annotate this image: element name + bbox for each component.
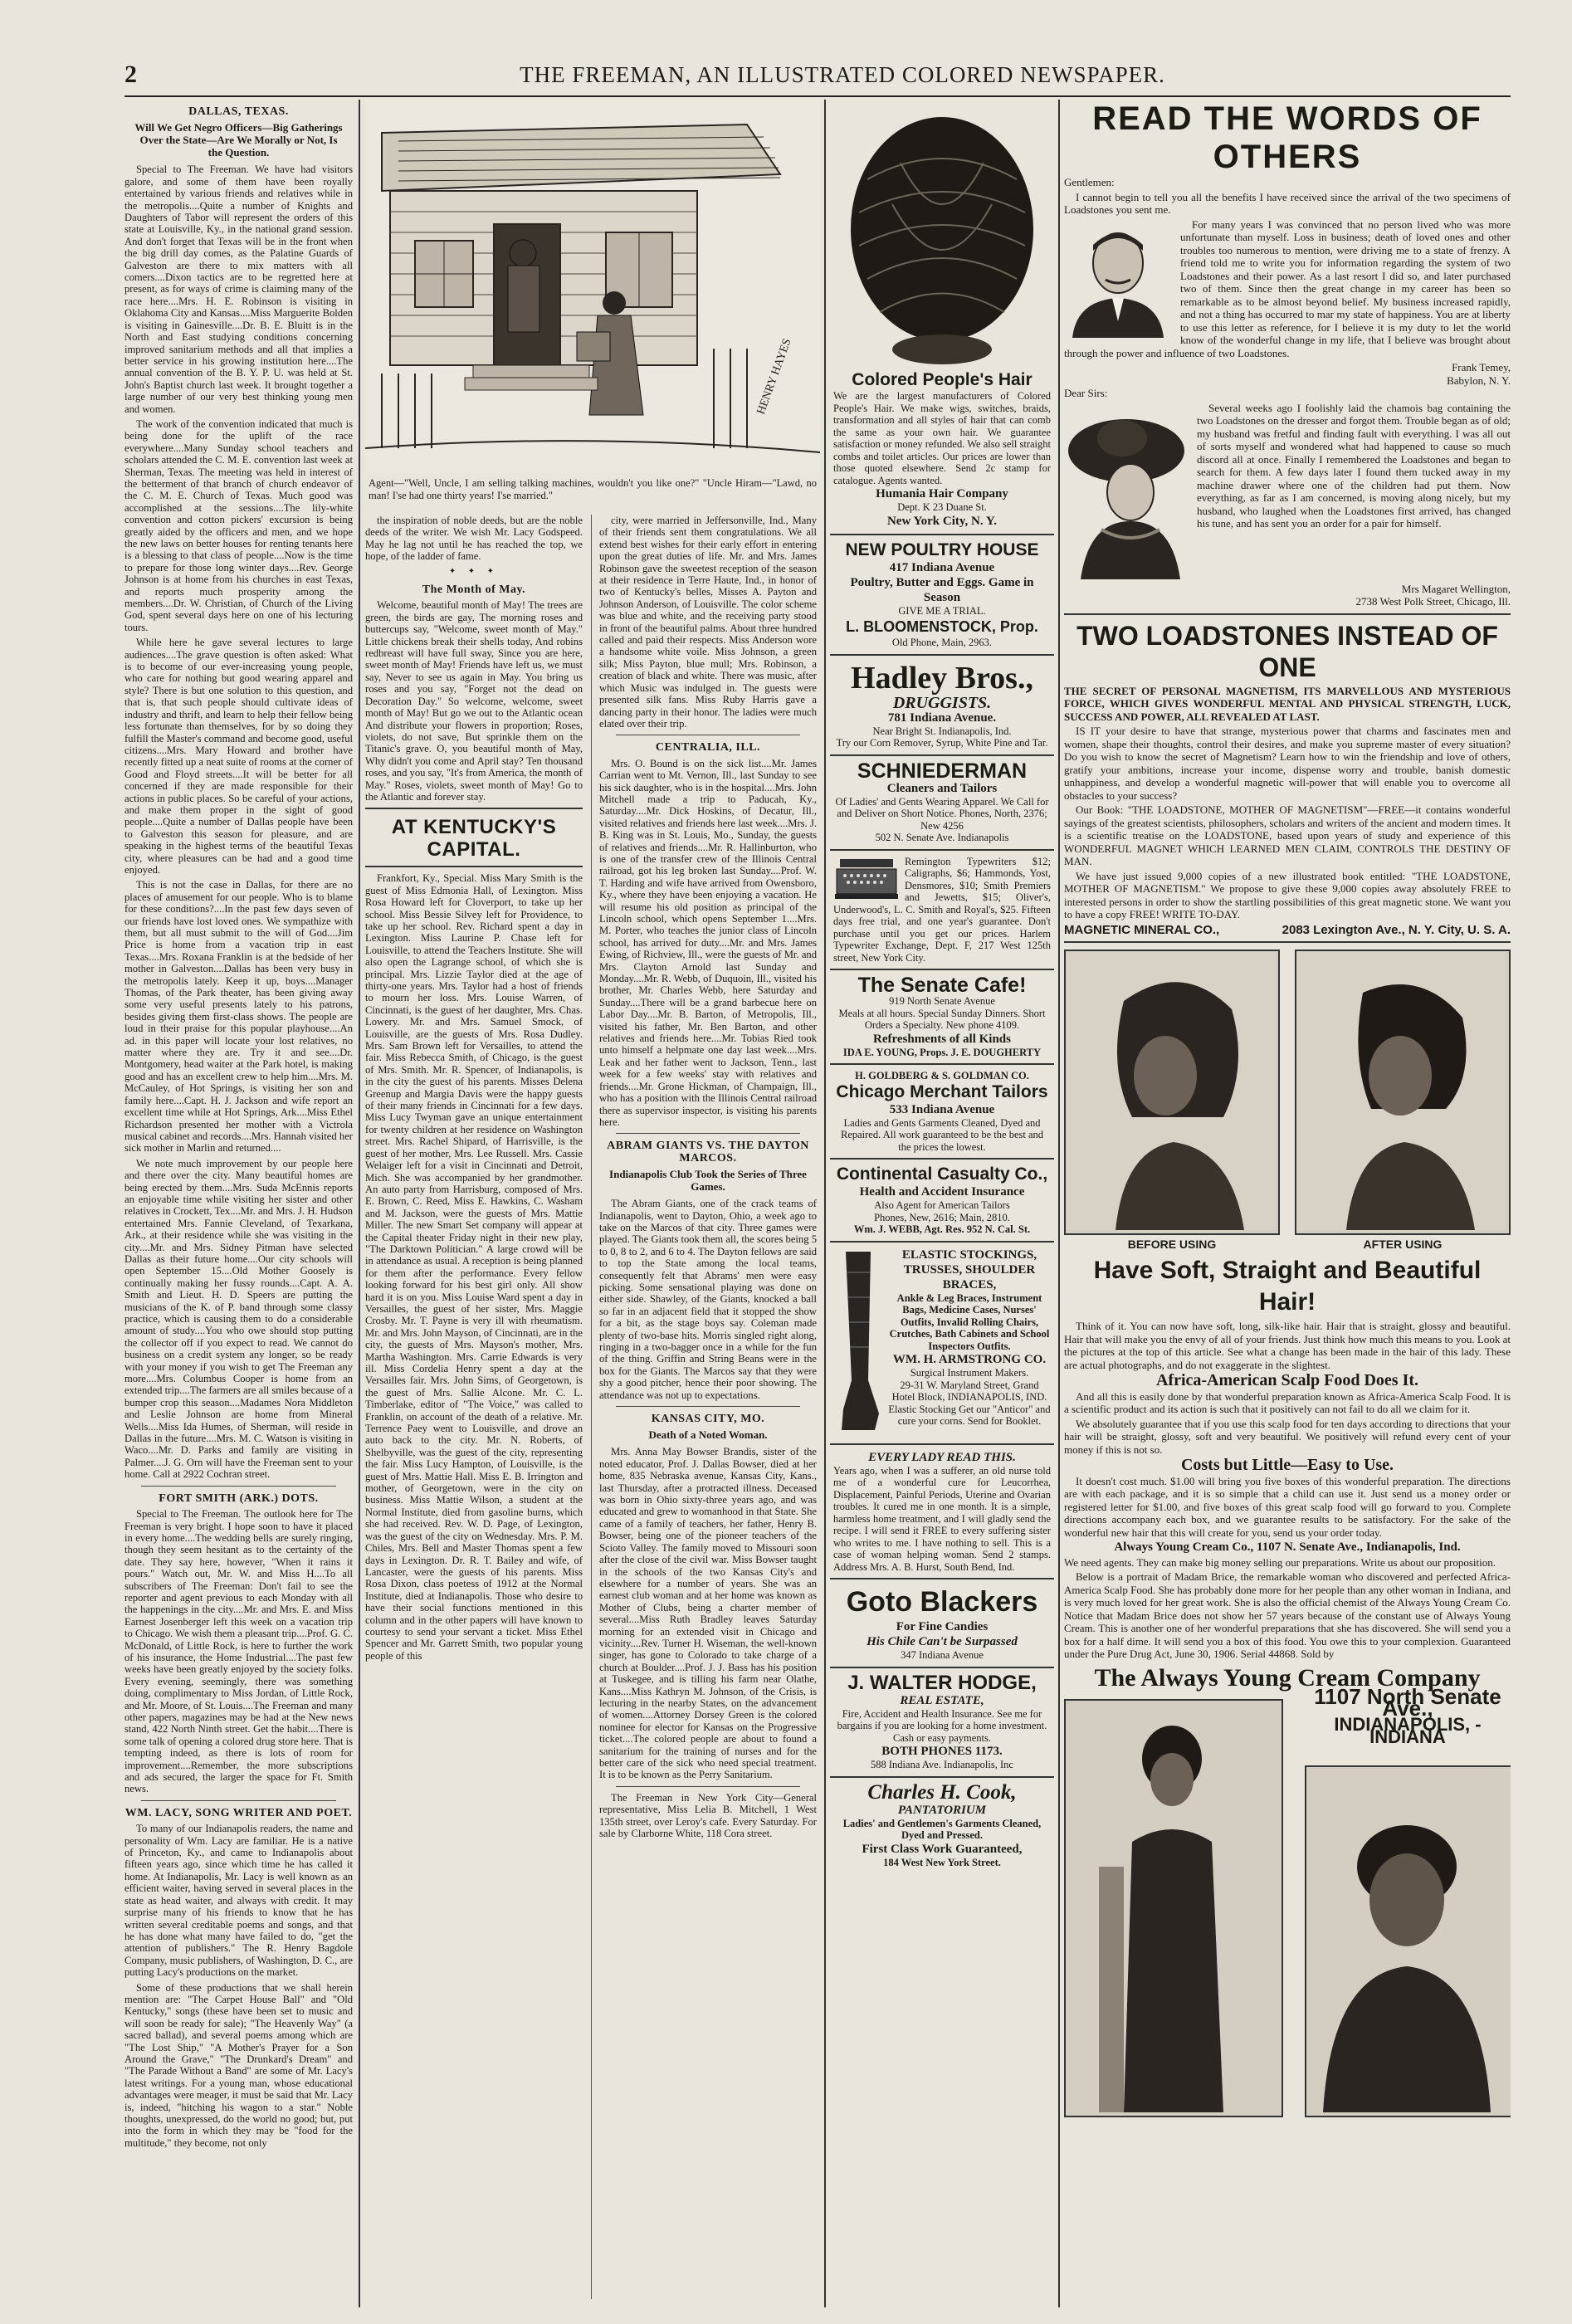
read-signature-1: Frank Temey,	[1452, 361, 1511, 374]
dallas-paragraph: We note much improvement by our people here and there over the city. Many beautiful homes are being erected by them....Mrs. Suda McEnnis reports an enjoyable time while visiting her sister and other relatives in Crockett, Tex....Mr. and Mrs. J. H. Hudson entertained Mrs. Fannie Cleveland, of Texarkana, Ark., at their residence while she was visiting in the city....Mr. and Mrs. Sidney Pitman have selected Dallas as their future home....Our city schools will open September 15....Old Mother Goosely is continually making her fussy rounds....Capt. A. A. Smith and Lieut. H. D. Speers are putting the musicians of the K. of P. band through some classy practice, which is causing them to do a considerable amount of study....You who owe should stop putting the collector off if you expect to read. We cannot do business on a credit system any longer, so be ready with your money if you wish to get The Freeman any more....Mrs. Columbus Cooper is home from an extended trip....The farmers are all smiles because of a bumper crop this season....Madames Nora Middleton and Leslie Johnson are home from Mineral Wells....Miss Ida Humes, of Sherman, will reside in Dallas in the future....Mrs. M. C. Watson is visiting in Waco....Mr. D. Parks and family are visiting in Palmer....J. G. Orn will have the Freeman sent to your home. Call at 2922 Cochran street.	[124, 1157, 353, 1481]
schniederman-title: SCHNIEDERMAN	[857, 759, 1028, 783]
fortsmith-paragraph: Special to The Freeman. The outlook here for The Freeman is very bright. I hope soon to have it placed in every home....The wedding bells are surely ringing, though they seem hesitant as to the certainty of the date. They say here, however, "When it rains it pours." Watch out, Mr. W. and Miss H....To all subscribers of The Freeman: Don't fail to see the reporter and agent previous to each Monday with all the happenings in the city....Mr. and Mrs. E. and Miss Earnest Josenberger left this week on a vacation trip to Chicago. We wish them a pleasant trip....Prof. G. C. McDonald, of Little Rock, is here to further the work of his insurance, the Home Industrial....The past few weeks have been greatly enjoyed by the society folks. Every evening, seemingly, there was something doing, complimentary to Miss Jordan, of Little Rock, and Mr. Moore, of St. Louis....The Freeman and many other papers, magazines may be had at the New news stand, 422 North Ninth street. Get the habit....There is some talk of opening a colored drug store here. That is tempting indeed, as there is lots of room for improvement....Remember, the more subscriptions and ads secured, the larger the space for Ft. Smith news.	[124, 1508, 353, 1795]
costs-paragraph: It doesn't cost much. $1.00 will bring you five boxes of this wonderful preparation. The directions are with each package, and it is so simple that a child can use it. Just send us a money order or registered letter for $1.00, and five boxes of this great scalp food will go forward to you. Complete directions accompany each box, and we guarantee results to be satisfactory. For the sake of the wonderful new hair that this will create for you, send us your order today.	[1064, 1474, 1511, 1539]
read-greeting-2: Dear Sirs:	[1064, 387, 1108, 399]
lady-text: Years ago, when I was a sufferer, an old nurse told me of a wonderful cure for Leucorrhea, Displacement, Painful Periods, Uterine and Ovarian troubles. It cured me in one month. It is a simple, harmless home treatment, and I will gladly send the recipe. I will send it FREE to every suffering sister who writes to me. I have nothing to sell. This is a case of woman helping woman. Send 2 stamps. Address Mrs. A. B. Hurst, South Bend, Ind.	[833, 1464, 1051, 1573]
column-4	[1064, 100, 1511, 2307]
centralia-headline: CENTRALIA, ILL.	[655, 741, 761, 754]
divider	[1064, 941, 1511, 943]
column-2	[365, 100, 820, 2307]
divider	[365, 808, 583, 809]
goto-address: 347 Indiana Avenue	[901, 1649, 984, 1661]
afro-paragraph: And all this is easily done by that wonderful preparation known as Africa-America Scalp Food. It is a scientific product and its action is such that it positively can not fail to do all we claim for it.	[1064, 1389, 1511, 1416]
capital-paragraph: Frankfort, Ky., Special. Miss Mary Smith is the guest of Miss Edmonia Hall, of Lexington. Miss Rosa Howard left for Cloverport, to take up her school. Miss Bessie Silvey left for Providence, to take up her school. Rev. Richard spent a day in Lexington. Miss Laurine P. Chase left for Louisville, to attend the Teachers Institute. She will also open the Lagrange school, of which she is principal. Mrs. Lizzie Taylor died at the age of thirty-one years. Mrs. Taylor had a host of friends to mourn her loss. Mrs. Louise Warren, of Cincinnati, is the guest of her daughter, Mrs. Chas. Lowery. Mr. and Mrs. Samuel Smock, of Louisville, are the guests of Mrs. Rosa Dudley. Mrs. Sam Brown left for Versailles, to attend the fair. Miss Rebecca Smith, of Chicago, is the guest of Mrs. Smith. Mr. R. Spencer, of Indianapolis, is in the city the guest of his parents. Misses Delena Greenup and Margia Davis were the happy guests of their many friends in Cincinnati for a few days. Miss Lucy Twyman gave an unique entertainment for twenty children at her residence on Washington street. Mrs. Rachel Shipard, of Harrisville, is the guest of her mother, Mrs. Lee Russell. Mrs. Cassie Welaiger left for a visit in Cincinnati and Detroit, Mich. She was accompanied by her grandmother. An auto party from Harrisburg, composed of Mrs. E. Brown, C. Reed, Miss E. Hawkins, C. Washam and M. Jackson, were the guests of Mrs. Mattie Miller. The new Smart Set company will appear at the Capital theater Friday night in their new play, "The Darktown Politician." A large crowd will be in attendance as usual. A reception is being planned for them after the performance. Every fellow looking forward for his best girl only. All show hard it is on you. Miss Louise Ward spent a day in Versailles, the guest of her sister, Mrs. Maggie Crosby. Mr. T. Payne is very ill with rheumatism. Mr. and Mrs. John Mayson, of Cincinnati, are in the city, the guests of Mrs. Mayson's mother, Mrs. Martha Washington. Mrs. Carrie Edwards is very ill. Miss Cordelia Henry spent a day at the Versailles fair. Mrs. John Sims, of Georgetown, is the guest of Mrs. Sallie Alcone. Mr. C. L. Timberlake, editor of "The Voice," was called to Franklin, on account of the death of a relative. Mr. Terrence Paey went to Louisville, and drove an auto back to the city. Mr. N. Roberts, of Shelbyville, was the guest of the city, representing the fair. Miss Lucy Hampton, of Louisville, is the guest of Mrs. Mattie Hall. Miss E. B. Irrington and mother, of Georgetown, were in the city on business. Miss Mattie Wilson, a student at the Normal Institute, died from gasoline burns, which she had received. Rev. W. D. Page, of Lexington, was the guest of the city on Wednesday. Mrs. P. M. Chiles, Mrs. Bell and Master Thomas spent a few days in Lexington. Dr. R. T. Bailey and wife, of Lancaster, were the guests of his parents. Miss Rosa Dixon, class poetess of 1912 at the Normal Institute, died at Indianapolis. Those who desire to have their social functions mentioned in this column and in the other papers will have known to courtesy to send your servant a ticket. Miss Ethel Spencer and Mr. Garrett Smith, two popular young people of this	[365, 872, 583, 1662]
continental-ad	[830, 1160, 1054, 1243]
hadley-title: Hadley Bros.,	[851, 660, 1033, 696]
chicago-tailors-ad	[830, 1065, 1054, 1160]
newspaper-title: THE FREEMAN, AN ILLUSTRATED COLORED NEWSPAPER.	[520, 61, 1165, 87]
continental-subtitle: Health and Accident Insurance	[859, 1185, 1025, 1199]
dallas-subheadline: Will We Get Negro Officers—Big Gatherings Over the State—Are We Morally or Not, Is the Question.	[134, 121, 343, 159]
abram-headline: ABRAM GIANTS VS. THE DAYTON MARCOS.	[607, 1140, 809, 1164]
chicago-top: H. GOLDBERG & S. GOLDMAN CO.	[855, 1070, 1029, 1081]
senate-subtitle: Refreshments of all Kinds	[873, 1032, 1011, 1046]
elastic-list: Ankle & Leg Braces, Instrument Bags, Medicine Cases, Nurses' Outfits, Invalid Rolling Chairs, Crutches, Bath Cabinets and School Inspectors Outfits.	[889, 1291, 1050, 1352]
divider	[141, 1486, 336, 1487]
lacy-headline: WM. LACY, SONG WRITER AND POET.	[124, 1806, 353, 1819]
hodge-title: J. WALTER HODGE,	[847, 1671, 1037, 1694]
poultry-title: NEW POULTRY HOUSE	[845, 540, 1039, 559]
kansas-headline: KANSAS CITY, MO.	[651, 1413, 765, 1426]
before-after-photos	[1064, 950, 1511, 1250]
hair-ad	[830, 100, 1054, 535]
read-paragraph: I cannot begin to tell you all the benefits I have received since the arrival of the two specimens of Loadstones you sent me.	[1064, 190, 1511, 216]
young-address: 1107 North Senate Ave.,	[1314, 1683, 1501, 1721]
dallas-paragraph: The work of the convention indicated that much is being done for the uplift of the race everywhere....Many Sunday school teachers and scholars attended the C. M. E. convention last week at Sherman, Texas. The meeting was held in interest of the betterment of that branch of church endeavor of the C. M. E. Church of Texas. Much good was accomplished at the sessions....The lily-white convention and cotton pickers' excursion is being greatly aided by the officers and men, and we hope the new laws on better houses for renting tenants here is a blessing to that class of people....Now is the time to prepare for those long winter days....Rev. George Johnson is at home from his churches in east Texas, and reports much prosperity among the members....Dr. W. Christian, of Church of the Living God, spent several days here on one of his lecturing tours.	[124, 417, 353, 633]
lacy-continued: the inspiration of noble deeds, but are the noble deeds of the writer. We wish Mr. Lacy Godspeed. May he lag not until he has reached the top, we hope, of the ladder of fame.	[365, 515, 583, 563]
hodge-phones: BOTH PHONES 1173.	[881, 1745, 1003, 1758]
dallas-headline: DALLAS, TEXAS.	[188, 105, 289, 118]
read-signature-2: Mrs Magaret Wellington,	[1401, 582, 1511, 595]
schniederman-ad	[830, 756, 1054, 851]
elastic-company: WM. H. ARMSTRONG CO.	[892, 1353, 1047, 1366]
goto-blackers-ad	[830, 1579, 1054, 1668]
loadstones-paragraph: Our Book: "THE LOADSTONE, MOTHER OF MAGNETISM"—FREE—it contains wonderful sayings of the greatest scientists, philosophers, scholars and writers of the ancient and modern times. It is a scientific treatise on the LOADSTONE, based upon years of study and experience of this WONDERFUL MAGNET WHICH LEARNED MEN CLAIM, CONTROLS THE DESTINY OF MAN.	[1064, 803, 1511, 867]
divider	[1064, 613, 1511, 615]
costs-company: Always Young Cream Co., 1107 N. Senate Ave., Indianapolis, Ind.	[1114, 1540, 1461, 1555]
every-lady-ad	[830, 1445, 1054, 1580]
loadstones-street: 2083 Lexington Ave., N. Y. City, U. S. A.	[1282, 922, 1511, 937]
read-signature-1-city: Babylon, N. Y.	[1447, 374, 1511, 387]
schniederman-text: Of Ladies' and Gents Wearing Apparel. We Call for and Deliver on Short Notice. Phones, North, 2376; New 4256	[835, 795, 1049, 832]
capital-headline: AT KENTUCKY'S CAPITAL.	[391, 816, 557, 862]
afro-paragraph: We absolutely guarantee that if you use this scalp food for ten days according to directions that your hair will be straight, glossy, soft and very beautiful. We positively will refund every cent of your money if this is not so.	[1064, 1417, 1511, 1456]
abram-subheadline: Indianapolis Club Took the Series of Three Games.	[609, 1168, 807, 1194]
senate-cafe-ad	[830, 970, 1054, 1065]
column-1	[124, 100, 353, 2307]
cartoon-caption: Agent—"Well, Uncle, I am selling talking machines, wouldn't you like one?" "Uncle Hiram—"Lawd, no man! I'se had one thirty years! I'se married."	[369, 477, 817, 502]
elastic-address: 29-31 W. Maryland Street, Grand Hotel Block, INDIANAPOLIS, IND.	[891, 1379, 1047, 1403]
goto-slogan: His Chile Can't be Surpassed	[867, 1635, 1018, 1648]
may-poem: Welcome, beautiful month of May! The trees are green, the birds are gay, The morning roses and buttercups say, "Welcome, sweet month of May." Little chickens break their shells today, And robins redbreast will have full sway, Since you are here, sweet month of May! Friends have left us, we must say, Never to see us again in May. You bring us roses and you say, "Forget not the dead on Decoration Day." So welcome, welcome, sweet month of May! But go we out to the Atlantic ocean And distribute your flowers in proportion; Roses, violets, do not save, But sprinkle them on the Titanic's grave. O, you beautiful month of May, Why didn't you come and April stay? Ten thousand roses, and you say, "It's from America, the month of May." Roses, violets, sweet month of May! Go to the Atlantic and forever stay.	[365, 599, 583, 803]
loadstones-paragraph: We have just issued 9,000 copies of a new illustrated book entitled: "THE LOADSTONE, MOTHER OF MAGNETISM." We propose to give these 9,000 copies away absolutely FREE to interested persons in order to show the startling possibilities of this great magnetic stone. We want you to have a copy FREE! WRITE TO-DAY.	[1064, 869, 1511, 920]
chicago-address: 533 Indiana Avenue	[889, 1102, 995, 1116]
schniederman-address: 502 N. Senate Ave. Indianapolis	[875, 832, 1009, 843]
cook-title: Charles H. Cook,	[867, 1780, 1017, 1804]
fortsmith-headline: FORT SMITH (ARK.) DOTS.	[159, 1492, 319, 1505]
cook-subtitle: PANTATORIUM	[897, 1803, 987, 1817]
cook-text: Ladies' and Gentlemen's Garments Cleaned, Dyed and Pressed.	[842, 1817, 1042, 1841]
abram-paragraph: The Abram Giants, one of the crack teams of Indianapolis, went to Dayton, Ohio, a week ago to take on the Marcos of that city. Three games were played. The Giants took them all, the scores being 5 to 0, 8 to 2, and 6 to 4. The Dayton fellows are said to top the State among the local teams, consequently felt that Abrams' men were easy picking. Some sensational playing was done on either side. Shawley, of the Giants, knocked a ball so far in an adjacent field that it stopped the show for a bit, as the stage boys say. Coleman made plenty of two-base hits. Morris singled right along, ringing in a two-bagger once in a while for the fun of the thing. Griffin and String Beans were in the box for the Giants. The Marcos say that they were shy a good pitcher, hence their poor showing. The attendance was not up to expectations.	[599, 1198, 817, 1401]
chicago-title: Chicago Merchant Tailors	[836, 1081, 1048, 1101]
hodge-ad	[830, 1668, 1054, 1778]
soft-hair-paragraph: Think of it. You can now have soft, long, silk-like hair. Hair that is straight, glossy and beautiful. Hair that will make you the envy of all of your friends. Just think how much this means to you. Look at the pictures at the top of this article. See what a change has been made in the hair of this lady. These are actual photographs, and do not exaggerate in the slightest.	[1064, 1320, 1511, 1371]
freeman-ny-notice: The Freeman in New York City—General representative, Miss Lelia B. Mitchell, 1 West 135th street, over Leroy's cafe. Every Saturday. For sale by Clarborne White, 118 Cora street.	[599, 1791, 817, 1840]
costs-title: Costs but Little—Easy to Use.	[1180, 1456, 1394, 1475]
loadstones-company: MAGNETIC MINERAL CO.,	[1064, 922, 1220, 937]
soft-hair-title: Have Soft, Straight and Beautiful Hair!	[1093, 1257, 1482, 1316]
typewriter-ad	[830, 851, 1054, 971]
page-header	[124, 58, 1511, 91]
chicago-text: Ladies and Gents Garments Cleaned, Dyed and Repaired. All work guaranteed to be the best and the prices the lowest.	[840, 1116, 1044, 1153]
stocking-illustration	[833, 1247, 883, 1438]
continental-agent: Also Agent for American Tailors	[874, 1199, 1010, 1211]
page-number: 2	[124, 61, 138, 88]
read-paragraph: Several weeks ago I foolishly laid the chamois bag containing the two Loadstones on the dresser and forgot them. Trouble began as of old; my husband was fretful and finding fault with everything. I was all out of sorts myself and wondered what had happened to cause so much discord all at once. Finally I remembered the Loadstones and began to search for them. A few days later I found them tucked away in my machine drawer where one of the children had put them. Now everything, as far as I am concerned, is moving along nicely, but my husband, who laughed when the Loadstones first arrived, has changed his tune, and has sent you an order for a pair for himself.	[1197, 401, 1511, 530]
hair-ad-text: We are the largest manufacturers of Colored People's Hair. We make wigs, switches, braids, transformation and all styles of hair that can comb the same as your own hair. We guarantee satisfaction or money refunded. We also sell straight combs and toilet articles. Our prices are lower than those quoted elsewhere. Send 2c stamp for catalogue. Agents wanted.	[833, 390, 1051, 486]
cook-ad	[830, 1778, 1054, 1874]
loadstones-title: TWO LOADSTONES INSTEAD OF ONE	[1076, 620, 1498, 682]
schniederman-subtitle: Cleaners and Tailors	[886, 781, 998, 795]
senate-title: The Senate Cafe!	[857, 974, 1027, 997]
dallas-paragraph: While here he gave several lectures to large audiences....The grave question is often asked: What is to become of our ever-increasing young people, who care for nothing but good wearing apparel and style? There is but one solution to this question, and that is, that such people should cultivate ideas of industry and thrift, and learn to help their fellow being less fortunate than themselves, for by so doing they fulfill the Master's command and become good, useful citizens....Mrs. Mary Howard and brother have recently fitted up a neat suite of rooms at the corner of Good and Floyd streets....It will be better for all concerned if they are made responsible for their actions in public places. So be careful of your actions, and make them proper in the sight of good people....Quite a number of Dallas people have been to Galveston this season for pleasure, and are speaking in the highest terms of the beautiful Texas city, where pleasures can be had and a good time enjoyed.	[124, 637, 353, 876]
hadley-address: 781 Indiana Avenue.	[887, 710, 997, 725]
woman-photo	[1064, 1699, 1283, 2117]
cartoon-drawing	[365, 100, 820, 473]
hair-ad-title: Colored People's Hair	[852, 370, 1033, 389]
kansas-paragraph: Mrs. Anna May Bowser Brandis, sister of the noted educator, Prof. J. Dallas Bowser, died at her home, 835 Nebraska avenue, Kansas City, Kans., last Thursday, after a protracted illness. Deceased was born in Ohio sixty-three years ago, and was educated and grew to womanhood in that State. She came of a family of teachers, her father, Henry B. Bowser, being one of the pioneer teachers of the Scioto Valley. The family moved to Missouri soon after the close of the civil war. Miss Bowser taught in the schools of the two Kansas City's and elsewhere for a number of years. She was an earnest club woman and at her home was known as Mother of Clubs, being a charter member of several....Miss Ruth Bradley leaves Saturday morning for an extended visit in Chicago and vicinity....Rev. Turner H. Wiseman, the well-known singer, has gone to Colorado to take charge of a church at Boulder....Prof. J. J. Bass has his position at Tuskegee, and is tilling his farm near Olathe, Kans....Miss Kathryn M. Johnson, of the Crisis, is lecturing in the nearby States, on the advancement of women....Attorney Dorsey Green is the colored nominee for elector for Kansas on the Progressive ticket....The colored people are about to found a sanitarium for the training of nurses and for the better care of the sick who need special treatment. It is to be known as the Perry Sanitarium.	[599, 1446, 817, 1781]
column-3-ads	[830, 100, 1054, 2307]
loadstones-caps: THE SECRET OF PERSONAL MAGNETISM, ITS MARVELLOUS AND MYSTERIOUS FORCE, WHICH GIVES WONDERFUL MENTAL AND PHYSICAL STRENGTH, LUCK, SUCCESS AND POWER, ALL REVEALED AT LAST.	[1064, 684, 1511, 723]
goto-title: Goto Blackers	[846, 1586, 1038, 1618]
header-rule	[124, 95, 1511, 97]
young-city: INDIANAPOLIS, - INDIANA	[1334, 1714, 1482, 1747]
column-2b	[599, 515, 817, 2299]
cartoon-signature: HENRY HAYES	[754, 337, 794, 417]
young-address-block	[1305, 1683, 1511, 1747]
read-greeting: Gentlemen:	[1064, 176, 1115, 188]
hodge-address: 588 Indiana Ave. Indianapolis, Inc	[871, 1759, 1013, 1770]
poultry-goods: Poultry, Butter and Eggs. Game in Season	[850, 575, 1034, 604]
woman-hat-portrait	[1064, 405, 1189, 579]
typewriter-text: Remington Typewriters $12; Caligraphs, $6; Hammonds, Yost, Densmores, $10; Smith Premiers and Jewetts, $15; Oliver's, Underwood's, L. C. Smith and Royal's, $25. Fifteen days free trial, and one year's guarantee. Don't purchase until you get our prices. Harlem Typewriter Exchange, Dept. F, 217 West 125th street, New York City.	[833, 855, 1051, 964]
hadley-note: Try our Corn Remover, Syrup, White Pine and Tar.	[836, 737, 1048, 749]
elastic-caption: Elastic Stocking Get our "Anticor" and cure your corns. Send for Booklet.	[888, 1403, 1051, 1427]
afro-title: Africa-American Scalp Food Does It.	[1155, 1371, 1419, 1390]
after-photo	[1295, 950, 1511, 1235]
may-headline: The Month of May.	[422, 583, 526, 597]
hair-ad-city: New York City, N. Y.	[886, 514, 998, 528]
lady-title: EVERY LADY READ THIS.	[868, 1450, 1016, 1464]
hodge-subtitle: REAL ESTATE,	[900, 1693, 984, 1707]
goto-subtitle: For Fine Candies	[896, 1620, 989, 1633]
typewriter-illustration	[833, 856, 900, 902]
column-divider-3	[1058, 100, 1060, 2307]
continental-name: Wm. J. WEBB, Agt. Res. 952 N. Cal. St.	[853, 1223, 1031, 1235]
senate-owners: IDA E. YOUNG, Props. J. E. DOUGHERTY	[842, 1046, 1042, 1058]
poultry-phone: Old Phone, Main, 2963.	[891, 637, 993, 648]
after-label: AFTER USING	[1363, 1237, 1443, 1251]
column-divider-2	[824, 100, 826, 2307]
capital-continued: city, were married in Jeffersonville, Ind., Many of their friends sent them congratulations. We all extend best wishes for their early effort in entering upon the great duties of life. Mr. and Mrs. James Robinson gave the sweetest reception of the season at their residence in Terre Haute, Ind., in honor of two of Kentucky's belles, Misses A. Payton and Johnson Anderson, of Louisville. The color scheme was blue and white, and the receiving party stood in front of the beautiful palms. About three hundred called and paid their respects. Miss Anderson wore a handsome white voile. Miss Johnson, a green silk; Miss Payton, blue mull; Mrs. Robinson, a creation of black and white. There was music, after which Music was indulged in. The guests were presented silk fans. Miss Ruby Harris gave a dancing party in their honor. The ladies were much elated over their trip.	[599, 515, 817, 730]
dallas-paragraph: This is not the case in Dallas, for there are no places of amusement for our people. Who is to blame for these conditions?....In the past few days seven of our friends have lost loved ones. We sympathize with them, but all must submit to the will of God....Jim Price is home from a vacation trip in east Texas....Mrs. Roxana Franklin is at the bedside of her mother in Galveston....Dallas has been very busy in the metropolis lately. Keep it up, boys....Manager Thomas, of the Park theater, has been giving away some very useful presents lately to his patrons, besides giving them first-class shows. The people are loud in their praise for this popular playhouse....An ad. in this paper will locate your lost relatives, no matter where they are. Try it and see....Dr. Montgomery, head waiter at the Park hotel, is making good and has an excellent crew to help him....Mrs. M. McCauley, of Hot Springs, is visiting her son and family here....Capt. H. J. Jackson and wife report an excellent time while at Hot Springs, Ark....Miss Ethel Richardson presented her mother with a Victrola musical cabinet and records....Mrs. Hannah visited her sick mother in Marlin and returned....	[124, 879, 353, 1155]
hair-ad-address: Dept. K 23 Duane St.	[897, 501, 987, 513]
continental-title: Continental Casualty Co.,	[836, 1164, 1048, 1184]
divider	[141, 1800, 336, 1801]
senate-address: 919 North Senate Avenue	[889, 995, 995, 1007]
elastic-subtitle: Surgical Instrument Makers.	[910, 1367, 1029, 1379]
elastic-ad	[830, 1243, 1054, 1445]
before-photo	[1064, 950, 1280, 1235]
hodge-text: Fire, Accident and Health Insurance. See me for bargains if you are looking for a home investment. Cash or easy payments.	[837, 1707, 1047, 1744]
hair-bun-illustration	[834, 105, 1050, 370]
hadley-location: Near Bright St. Indianapolis, Ind.	[872, 725, 1012, 737]
man-portrait	[1064, 222, 1172, 338]
cook-slogan: First Class Work Guaranteed,	[862, 1842, 1023, 1856]
divider	[616, 1786, 800, 1787]
read-signature-2-address: 2738 West Polk Street, Chicago, Ill.	[1355, 595, 1511, 608]
divider	[616, 1406, 800, 1407]
senate-text: Meals at all hours. Special Sunday Dinners. Short Orders a Specialty. New phone 4109.	[838, 1007, 1046, 1031]
column-2a	[365, 515, 583, 2299]
read-paragraph: For many years I was convinced that no person lived who was more unfortunate than myself. Loss in business; death of loved ones and other troubles too numerous to mention, were driving me to a state of frenzy. A friend told me to write you for information regarding the system of two Loadstones and their power. As a last resort I did so, and later purchased two of them. Since then the great change in my career has been so remarkable as to be almost beyond belief. My business increased rapidly, and not a thing has occurred to mar my state of happiness. You are at liberty to use this letter as reference, for I believe it is my duty to let the world know of the wonderful change in my life, that I believe was brought about through the power and influence of two Loadstones.	[1064, 217, 1511, 359]
costs-agents: We need agents. They can make big money selling our preparations. Write us about our proposition.	[1064, 1555, 1496, 1569]
kansas-subheadline: Death of a Noted Woman.	[648, 1428, 768, 1442]
loadstones-paragraph: IS IT your desire to have that strange, mysterious power that charms and fascinates men and women, shape their thoughts, control their desires, and make you supreme master of every situation? Do you wish to know the secret of Magnetism? Learn how to win the friendship and love of others, gratify your ambitions, increase your income, dispense worry and trouble, banish domestic unhappiness, and develop a wonderful magnetic will-power that will enable you to overcome all obstacles to your success?	[1064, 725, 1511, 802]
poultry-ad	[830, 535, 1054, 656]
elastic-title: ELASTIC STOCKINGS, TRUSSES, SHOULDER BRACES,	[901, 1247, 1037, 1291]
cook-address: 184 West New York Street.	[883, 1856, 1001, 1868]
costs-paragraph: Below is a portrait of Madam Brice, the remarkable woman who discovered and perfected Africa-America Scalp Food. She has probably done more for her people than any other woman in Indiana, and is very much loved for her great work. She is also the official chemist of the Always Young Cream Co. Notice that Madam Brice does not show her 57 years because of the constant use of Always Young Cream. This is another one of her wonderful preparations that she has discovered. She will send you a box for a half dime. It will send you a box of this food. You owe this to your complexion. Guaranteed under the Pure Drug Act, June 30, 1906. Serial 44868. Sold by	[1064, 1570, 1511, 1661]
young-photos	[1064, 1683, 1511, 2131]
continental-phones: Phones, New, 2616; Main, 2810.	[874, 1211, 1010, 1223]
madam-brice-photo	[1305, 1765, 1511, 2117]
poultry-trial: GIVE ME A TRIAL.	[898, 604, 986, 617]
section-stars: ✦ ✦ ✦	[448, 566, 500, 576]
poultry-address: 417 Indiana Avenue	[889, 560, 995, 574]
lacy-paragraph: To many of our Indianapolis readers, the name and personality of Wm. Lacy are familiar. He is a native of Princeton, Ky., and came to Indianapolis about fifteen years ago, since which time he has called it home. At Indianapolis, Mr. Lacy is well known as an efficient waiter, having served in several places in the state as head waiter, and always with credit. It may surprise many of his friends to know that he has written several creditable poems and songs, and that he has done what many have failed to do, "get the attention of publishers." The R. Henry Bagdole Company, music publishers, of Washington, D. C., are putting Lacy's productions on the market.	[124, 1823, 353, 1979]
hair-ad-company: Humania Hair Company	[876, 487, 1008, 500]
column-divider-1	[359, 100, 360, 2307]
before-label: BEFORE USING	[1127, 1237, 1217, 1251]
hadley-ad	[830, 656, 1054, 756]
divider	[616, 1133, 800, 1134]
inner-divider	[591, 515, 592, 2299]
young-title: The Always Young Cream Company	[1094, 1663, 1481, 1692]
divider	[365, 866, 583, 867]
lacy-paragraph: Some of these productions that we shall herein mention are: "The Carpet House Ball" and "Old Kentucky," songs (these have been set to music and will soon be ready for sale); "The Heavenly Way" (a sacred ballad), and several poems among which are "The Lost Ship," "A Mother's Prayer for a Son Around the Grave," "The Drunkard's Dream" and "The Parade Without a Band" are some of Mr. Lacy's latest writings. For a young man, whose educational advantages were meager, it must be said that Mr. Lacy is, indeed, "hitching his wagon to a star." Noble thoughts, unexpressed, do the world no good; but, put into the form in which they may be "food for the multitude," they become, not only	[124, 1981, 353, 2149]
read-title: READ THE WORDS OF OTHERS	[1092, 100, 1482, 175]
poultry-owner: L. BLOOMENSTOCK, Prop.	[846, 618, 1038, 635]
loadstones-address	[1064, 922, 1511, 937]
cartoon-illustration	[365, 100, 820, 502]
hadley-subtitle: DRUGGISTS.	[892, 693, 992, 712]
dallas-paragraph: Special to The Freeman. We have had visitors galore, and some of them have been royally entertained by various friends and relatives while in the metropolis....Quite a number of Knights and Daughters of Tabor will represent the orders of this state at Louisville, Ky., in the national grand session. And don't forget that Texas will be in the front when the big drill day comes, as the Palatine Guards of Galveston are there to mix matters with all comers....Dixon tactics are to be regretted here at present, as for ways of crime is claiming many of the race here....Mrs. H. E. Robinson is visiting in Oklahoma City and Kansas....Miss Marguerite Bolden is visiting in Gainesville....Dr. B. E. Bluitt is in the North and East studying conditions concerning improved sanitarium methods and all that implies a better service in his growing institution here....The annual convention of the B. Y. P. U. was held at St. John's Baptist church last week. It brought together a large number of our very best thinking young men and women.	[124, 164, 353, 415]
centralia-paragraph: Mrs. O. Bound is on the sick list....Mr. James Carrian went to Mt. Vernon, Ill., last Sunday to see his sick daughter, who is in the hospital....Mrs. John Mitchell made a trip to Paducah, Ky., Saturday....Mr. Dick Hoskins, of Decatur, Ill., visited relatives and friends here last week....Mrs. J. B. King was in St. Louis, Mo., Sunday, the guests of relatives and friends....Mr. R. Hallinburton, who is one of the transfer crew of the Illinois Central railroad, got his leg broken last Sunday....Prof. W. T. Harding and wife have arrived from Owensboro, Ky., where they have been enjoying a vacation. He will resume his old position as principal of the Lincoln school, which opens September 1....Mrs. M. Porter, who teaches the junior class of Lincoln school, has arrived for duty....Mr. and Mrs. James Ewing, of Richview, Ill., were the guests of Mr. and Mrs. Clayton Arnold last Sunday and Monday....Mr. R. Webb, of Duquoin, Ill., visited his brother, Mr. Charles Webb, here Saturday and Sunday....There will be a grand barbecue here on Labor Day....Mr. B. Barton, of Metropolis, Ill., visited his father, Mr. Ben Barton, and other relatives and friends here....Mr. Tobias Ried took unto himself a helpmate one day last week....Mrs. Leak and her father went to Jackson, Tenn., last week for a few weeks' stay with relatives and friends....Mr. Grone Hickman, of Champaign, Ill., who has a position with the Illinois Central railroad there as supervisor inspector, is visiting his parents here.	[599, 757, 817, 1128]
